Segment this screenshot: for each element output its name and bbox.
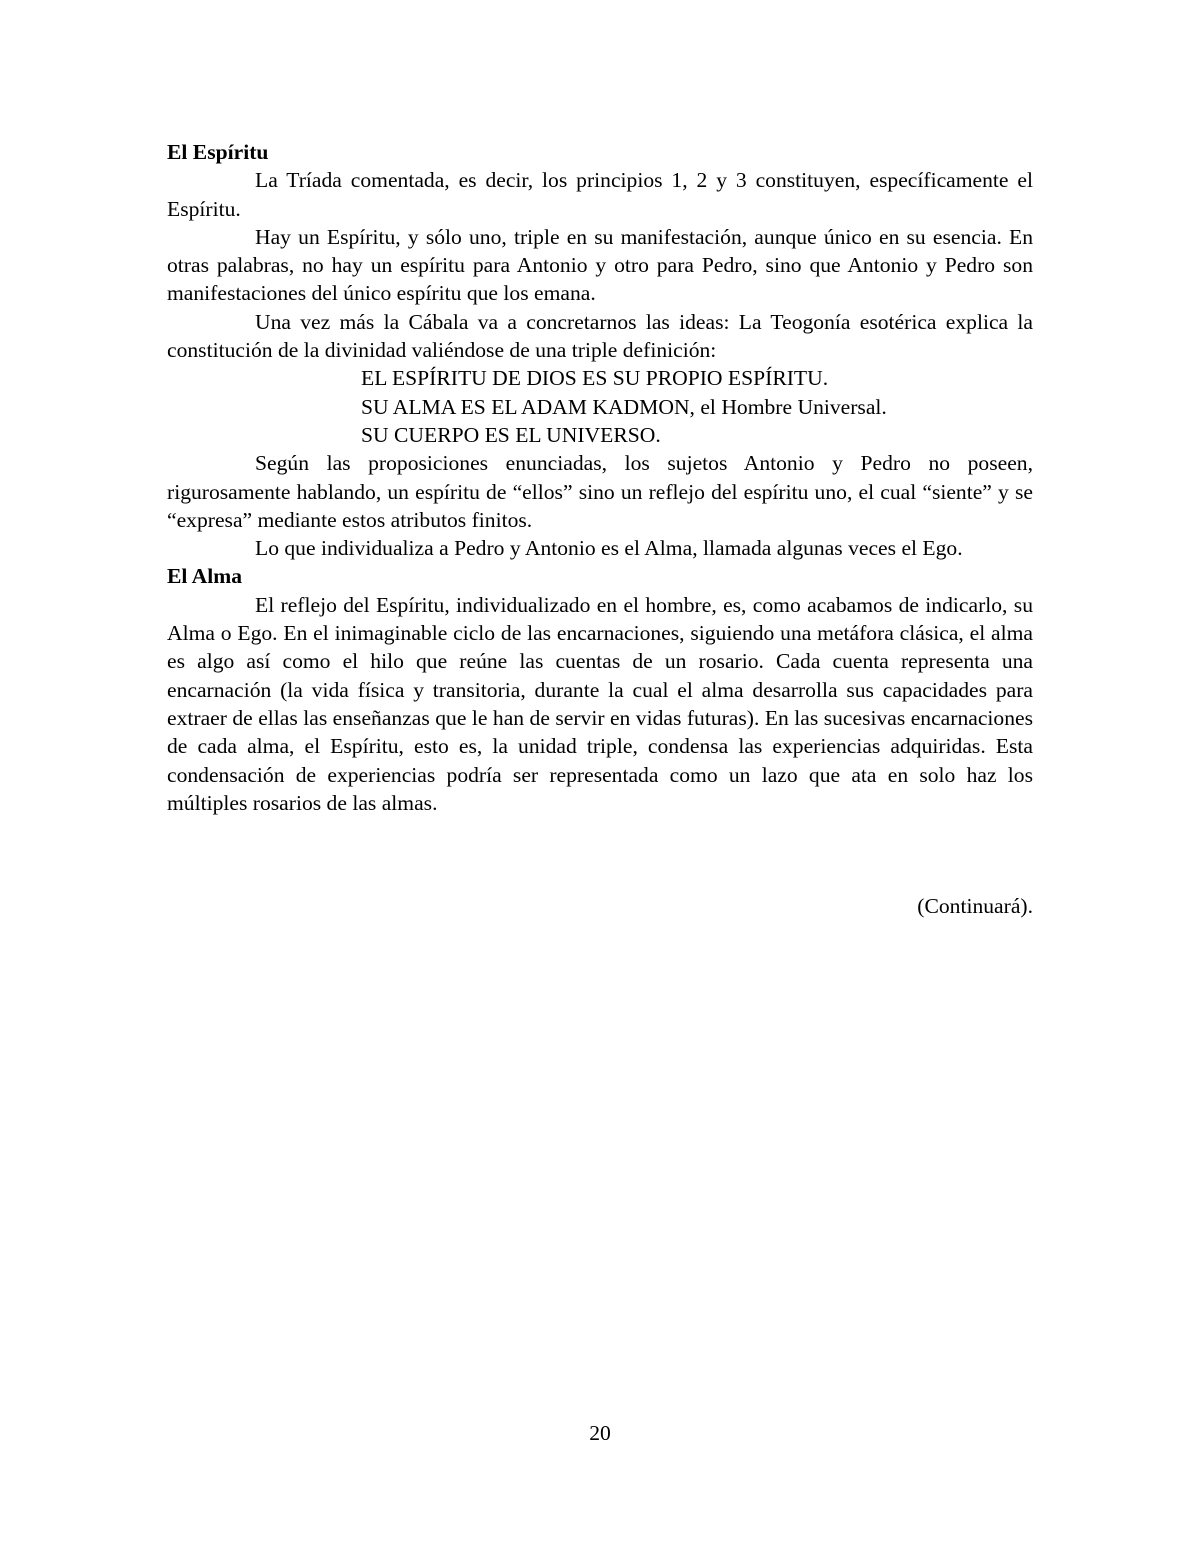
definition-cuerpo: SU CUERPO ES EL UNIVERSO.	[361, 422, 661, 447]
paragraph-proposiciones: Según las proposiciones enunciadas, los sujetos Antonio y Pedro no poseen, rigurosamente hablando, un espíritu de “ellos” sino un reflejo del espíritu uno, el cual “siente” y se “expresa” mediante estos atributos finitos.	[167, 451, 1033, 532]
paragraph-un-espiritu: Hay un Espíritu, y sólo uno, triple en su manifestación, aunque único en su esencia. En otras palabras, no hay un espíritu para Antonio y otro para Pedro, sino que Antonio y Pedro son manifestaciones del único espíritu que los emana.	[167, 224, 1033, 306]
definition-espiritu: EL ESPÍRITU DE DIOS ES SU PROPIO ESPÍRITU.	[361, 366, 829, 391]
paragraph-individualiza: Lo que individualiza a Pedro y Antonio es el Alma, llamada algunas veces el Ego.	[255, 536, 963, 561]
page-number: 20	[589, 1421, 611, 1445]
section-heading-espiritu: El Espíritu	[167, 140, 269, 164]
definition-alma: SU ALMA ES EL ADAM KADMON, el Hombre Universal.	[361, 394, 887, 419]
section-heading-alma: El Alma	[167, 564, 242, 589]
paragraph-reflejo: El reflejo del Espíritu, individualizado en el hombre, es, como acabamos de indicarlo, su Alma o Ego. En el inimaginable ciclo de las encarnaciones, siguiendo una metáfora clásica, el alma es algo así como el hilo que reúne las cuentas de un rosario. Cada cuenta representa una encarnación (la vida física y transitoria, durante la cual el alma desarrolla sus capacidades para extraer de ellas las enseñanzas que le han de servir en vidas futuras). En las sucesivas encarnaciones de cada alma, el Espíritu, esto es, la unidad triple, condensa las experiencias adquiridas. Esta condensación de experiencias podría ser representada como un lazo que ata en solo haz los múltiples rosarios de las almas.	[167, 592, 1033, 815]
paragraph-triada: La Tríada comentada, es decir, los principios 1, 2 y 3 constituyen, específicamente el Espíritu.	[167, 168, 1033, 221]
page-content	[167, 138, 1033, 920]
continuation-note: (Continuará).	[917, 894, 1033, 919]
paragraph-cabala: Una vez más la Cábala va a concretarnos las ideas: La Teogonía esotérica explica la constitución de la divinidad valiéndose de una triple definición:	[167, 309, 1033, 363]
